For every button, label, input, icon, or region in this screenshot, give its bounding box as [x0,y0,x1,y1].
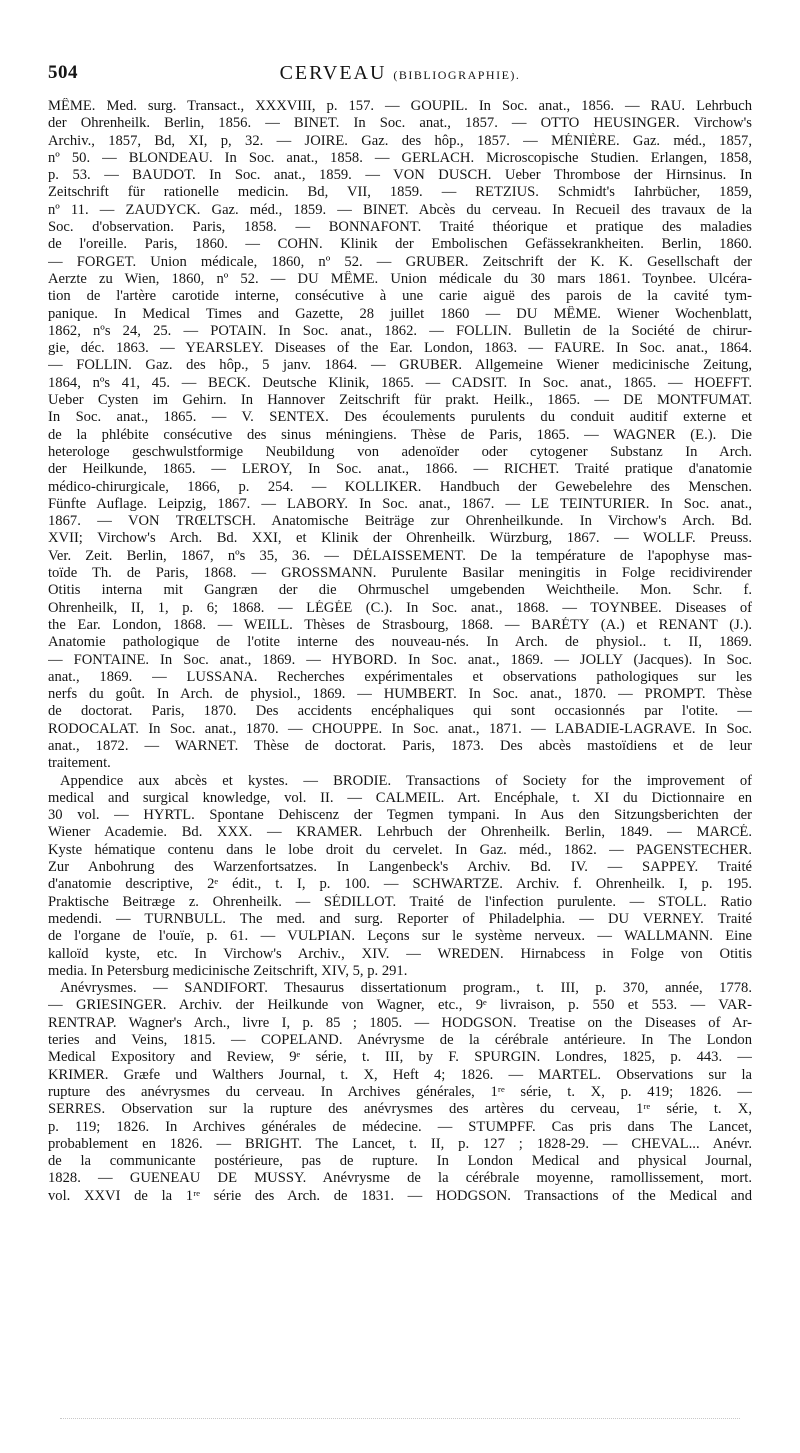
text-line: Anatomie pathologique de l'otite interne des nouveau-nés. In Arch. de physiol.. t. II, 1869. [48,634,752,651]
text-line: anat., 1869. — LUSSANA. Recherches expérimentales et observations pathologiques sur les [48,668,752,685]
text-line: Anévrysmes. — SANDIFORT. Thesaurus dissertationum program., t. III, p. 370, année, 1778. [60,980,752,997]
text-line: p. 119; 1826. In Archives générales de médecine. — STUMPFF. Cas pris dans The Lancet, [48,1118,752,1135]
text-line: heterologe geschwulstformige Neubildung von adenoïder oder cytogener Substanz In Arch. [48,443,752,460]
text-line: kalloïd kyste, etc. In Virchow's Archiv., XIV. — WREDEN. Hirnabcess in Folge von Otitis [48,945,752,962]
text-line: Ver. Zeit. Berlin, 1867, nºs 35, 36. — DÉLAISSEMENT. De la température de l'apophyse mas- [48,547,752,564]
text-line: nº 50. — BLONDEAU. In Soc. anat., 1858. — GERLACH. Microscopische Studien. Erlangen, 1858, [48,149,752,166]
text-line: traitement. [48,755,111,772]
text-line: Medical Expository and Review, 9ᵉ série, t. III, by F. SPURGIN. Londres, 1825, p. 443. — [48,1049,752,1066]
text-line: der Ohrenheilk. Berlin, 1856. — BINET. In Soc. anat., 1857. — OTTO HEUSINGER. Virchow's [48,115,752,132]
text-line: Fünfte Auflage. Leipzig, 1867. — LABORY. In Soc. anat., 1867. — LE TEINTURIER. In Soc. anat., [48,495,752,512]
text-line: de l'organe de l'ouïe, p. 61. — VULPIAN. Leçons sur le système nerveux. — WALLMANN. Eine [48,928,752,945]
text-line: Ohrenheilk, II, 1, p. 6; 1868. — LÉGÉE (C.). In Soc. anat., 1868. — TOYNBEE. Diseases of [48,599,752,616]
running-title-main: CERVEAU [279,62,387,84]
text-line: vol. XXVI de la 1ʳᵉ série des Arch. de 1831. — HODGSON. Transactions of the Medical and [48,1187,752,1204]
text-line: — FONTAINE. In Soc. anat., 1869. — HYBORD. In Soc. anat., 1869. — JOLLY (Jacques). In Soc. [48,651,752,668]
text-line: RODOCALAT. In Soc. anat., 1870. — CHOUPPE. In Soc. anat., 1871. — LABADIE-LAGRAVE. In Soc. [48,720,752,737]
text-line: KRIMER. Græfe und Walthers Journal, t. X, Heft 4; 1826. — MARTEL. Observations sur la [48,1066,752,1083]
text-line: — GRIESINGER. Archiv. der Heilkunde von Wagner, etc., 9ᵉ livraison, p. 550 et 553. — VAR- [48,997,752,1014]
text-line: probablement en 1826. — BRIGHT. The Lancet, t. II, p. 127 ; 1828-29. — CHEVAL... Anévr. [48,1135,752,1152]
text-line: p. 53. — BAUDOT. In Soc. anat., 1859. — VON DUSCH. Ueber Thrombose der Hirnsinus. In [48,167,752,184]
text-line: Ueber Cysten im Gehirn. In Hannover Zeitschrift für prakt. Heilk., 1865. — DE MONTFUMAT. [48,392,752,409]
text-line: Archiv., 1857, Bd, XI, p, 32. — JOIRE. Gaz. des hôp., 1857. — MÉNIÈRE. Gaz. méd., 1857, [48,132,752,149]
text-line: XVII; Virchow's Arch. Bd. XXI, et Klinik der Ohrenheilk. Würzburg, 1867. — WOLLF. Preuss. [48,530,752,547]
text-line: 1864, nºs 41, 45. — BECK. Deutsche Klinik, 1865. — CADSIT. In Soc. anat., 1865. — HOEFFT. [48,374,752,391]
bibliography-text [48,98,752,1205]
text-line: Zeitschrift für rationelle medicin. Bd, VII, 1859. — RETZIUS. Schmidt's Iahrbücher, 1859, [48,184,752,201]
text-line: nerfs du goût. In Arch. de physiol., 1869. — HUMBERT. In Soc. anat., 1870. — PROMPT. Thèse [48,686,752,703]
footer-rule [60,1418,740,1419]
text-line: 1828. — GUENEAU DE MUSSY. Anévrysme de la cérébrale moyenne, ramollissement, mort. [48,1170,752,1187]
text-line: Aerzte zu Wien, 1860, nº 52. — DU MÊME. Union médicale du 30 mars 1861. Toynbee. Ulcéra- [48,270,752,287]
text-line: teries and Veins, 1815. — COPELAND. Anévrysme de la cérébrale antérieure. In The London [48,1032,752,1049]
text-line: gie, déc. 1863. — YEARSLEY. Diseases of the Ear. London, 1863. — FAURE. In Soc. anat., 1864. [48,340,752,357]
text-line: anat., 1872. — WARNET. Thèse de doctorat. Paris, 1873. Des abcès mastoïdiens et de leur [48,737,752,754]
text-line: MÊME. Med. surg. Transact., XXXVIII, p. 157. — GOUPIL. In Soc. anat., 1856. — RAU. Lehrbuch [48,98,752,114]
text-line: SERRES. Observation sur la rupture des anévrysmes des artères du cerveau, 1ʳᵉ série, t. X, [48,1101,752,1118]
page-number: 504 [48,62,78,83]
text-line: Wiener Academie. Bd. XXX. — KRAMER. Lehrbuch der Ohrenheilk. Berlin, 1849. — MARCÉ. [48,824,752,841]
text-line: panique. In Medical Times and Gazette, 28 juillet 1860 — DU MÊME. Wiener Wochenblatt, [48,305,752,322]
text-line: 30 vol. — HYRTL. Spontane Dehiscenz der Tegmen tympani. In Aus den Sitzungsberichten der [48,807,752,824]
text-line: d'anatomie descriptive, 2ᵉ édit., t. I, p. 100. — SCHWARTZE. Archiv. f. Ohrenheilk. I, p. 195. [48,876,752,893]
text-line: media. In Petersburg medicinische Zeitschrift, XIV, 5, p. 291. [48,962,408,979]
text-line: de la phlébite consécutive des sinus méningiens. Thèse de Paris, 1865. — WAGNER (E.). Die [48,426,752,443]
text-line: In Soc. anat., 1865. — V. SENTEX. Des écoulements purulents du conduit auditif externe et [48,409,752,426]
page-header [48,62,752,92]
text-line: Otitis interna mit Gangræn der die Ohrmuschel umgebenden Weichtheile. Mon. Schr. f. [48,582,752,599]
text-line: tion de l'artère carotide interne, consécutive à une carie aiguë des parois de la cavité tym- [48,288,752,305]
text-line: de doctorat. Paris, 1870. Des accidents encéphaliques qui sont occasionnés par l'otite. — [48,703,752,720]
text-line: Praktische Beitræge z. Ohrenheilk. — SÉDILLOT. Traité de l'infection purulente. — STOLL. Ratio [48,893,752,910]
running-title-subtitle: (BIBLIOGRAPHIE). [393,68,521,82]
text-line: — FORGET. Union médicale, 1860, nº 52. — GRUBER. Zeitschrift der K. K. Gesellschaft der [48,253,752,270]
text-line: toïde Th. de Paris, 1868. — GROSSMANN. Purulente Basilar meningitis in Folge recidivirender [48,565,752,582]
text-line: — FOLLIN. Gaz. des hôp., 5 janv. 1864. — GRUBER. Allgemeine Wiener medicinische Zeitung, [48,357,752,374]
text-line: der Heilkunde, 1865. — LEROY, In Soc. anat., 1866. — RICHET. Traité pratique d'anatomie [48,461,752,478]
text-line: RENTRAP. Wagner's Arch., livre I, p. 85 ; 1805. — HODGSON. Treatise on the Diseases of Ar- [48,1014,752,1031]
text-line: 1862, nºs 24, 25. — POTAIN. In Soc. anat., 1862. — FOLLIN. Bulletin de la Société de chirur- [48,322,752,339]
text-line: the Ear. London, 1868. — WEILL. Thèses de Strasbourg, 1868. — BARÉTY (A.) et RENANT (J.). [48,616,752,633]
text-line: médico-chirurgicale, 1866, p. 254. — KOLLIKER. Handbuch der Gewebelehre des Menschen. [48,478,752,495]
text-line: de l'oreille. Paris, 1860. — COHN. Klinik der Embolischen Gefässekrankheiten. Berlin, 1860. [48,236,752,253]
text-line: Kyste hématique contenu dans le lobe droit du cervelet. In Gaz. méd., 1862. — PAGENSTECHER. [48,841,752,858]
text-line: medical and surgical knowledge, vol. II. — CALMEIL. Art. Encéphale, t. XI du Dictionnaire en [48,789,752,806]
text-line: Zur Anbohrung des Warzenfortsatzes. In Langenbeck's Archiv. Bd. IV. — SAPPEY. Traité [48,859,752,876]
text-line: Appendice aux abcès et kystes. — BRODIE. Transactions of Society for the improvement of [60,772,752,789]
text-line: 1867. — VON TRŒLTSCH. Anatomische Beiträge zur Ohrenheilkunde. In Virchow's Arch. Bd. [48,513,752,530]
text-line: Soc. d'observation. Paris, 1858. — BONNAFONT. Traité théorique et pratique des maladies [48,219,752,236]
text-line: de la communicante postérieure, pas de rupture. In London Medical and physical Journal, [48,1153,752,1170]
text-line: medendi. — TURNBULL. The med. and surg. Reporter of Philadelphia. — DU VERNEY. Traité [48,910,752,927]
text-line: nº 11. — ZAUDYCK. Gaz. méd., 1859. — BINET. Abcès du cerveau. In Recueil des travaux de la [48,201,752,218]
text-line: rupture des anévrysmes du cerveau. In Archives générales, 1ʳᵉ série, t. X, p. 419; 1826. — [48,1083,752,1100]
running-title [48,62,752,85]
